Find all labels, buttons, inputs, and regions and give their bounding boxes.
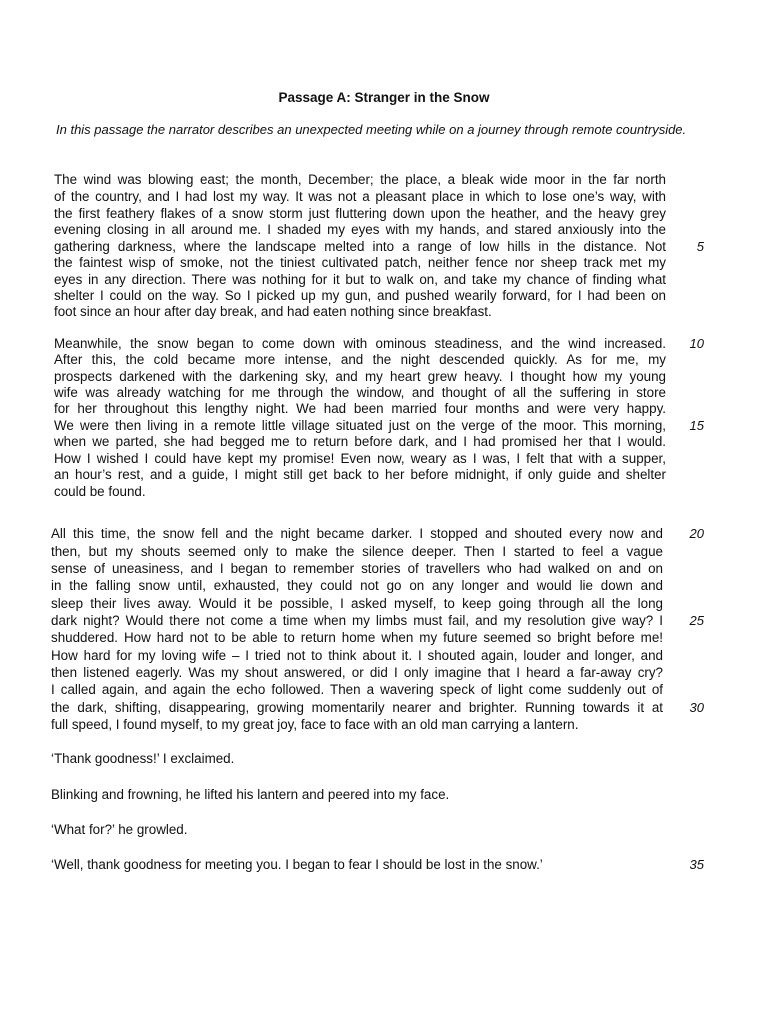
line-number: 30 [689, 700, 704, 715]
text-line: an hour’s rest, and a guide, I might still get back to her before midnight, if only guide and shelter [54, 467, 666, 482]
text-line: full speed, I found myself, to my great joy, face to face with an old man carrying a lantern. [51, 717, 579, 732]
text-line: shuddered. How hard not to be able to return home when my future seemed so bright before me! [51, 630, 663, 645]
text-line: sense of uneasiness, and I began to remember stories of travellers who had walked on and on [51, 561, 663, 576]
line-number: 25 [689, 613, 704, 628]
text-line: How hard for my loving wife – I tried not to think about it. I shouted again, louder and longer, and [51, 648, 663, 663]
dialogue-line: Blinking and frowning, he lifted his lantern and peered into my face. [51, 787, 450, 802]
text-line: Meanwhile, the snow began to come down with ominous steadiness, and the wind increased. [54, 336, 666, 351]
text-line: The wind was blowing east; the month, December; the place, a bleak wide moor in the far north [54, 172, 666, 187]
text-line: sleep their lives away. Would it be possible, I asked myself, to keep going through all the long [51, 596, 663, 611]
text-line: prospects darkened with the darkening sky, and my heart grew heavy. I thought how my young [54, 369, 666, 384]
dialogue-line: ‘What for?’ he growled. [51, 822, 188, 837]
dialogue-line: ‘Thank goodness!’ I exclaimed. [51, 751, 235, 766]
line-number: 35 [689, 857, 704, 872]
line-number: 15 [689, 418, 704, 433]
text-line: foot since an hour after day break, and had eaten nothing since breakfast. [54, 304, 492, 319]
text-line: All this time, the snow fell and the night became darker. I stopped and shouted every now and [51, 526, 663, 541]
text-line: in the falling snow until, exhausted, they could not go on any longer and would lie down and [51, 578, 663, 593]
text-line: dark night? Would there not come a time when my limbs must fail, and my resolution give way? I [51, 613, 663, 628]
text-line: I called again, and again the echo followed. Then a wavering speck of light come suddenly out of [51, 682, 663, 697]
text-line: when we parted, she had begged me to return before dark, and I had promised her that I would. [54, 434, 666, 449]
text-line: then listened eagerly. Was my shout answered, or did I only imagine that I heard a far-away cry? [51, 665, 663, 680]
text-line: How I wished I could have kept my promise! Even now, weary as I was, I felt that with a supper, [54, 451, 666, 466]
text-line: the dark, shifting, disappearing, growing momentarily nearer and brighter. Running towards it at [51, 700, 663, 715]
text-line: could be found. [54, 484, 146, 499]
line-number: 5 [696, 239, 704, 254]
text-line: gathering darkness, where the landscape melted into a range of low hills in the distance. Not [54, 239, 666, 254]
passage-title: Passage A: Stranger in the Snow [278, 90, 490, 105]
text-line: for her throughout this lengthy night. We had been married four months and were very happy. [54, 401, 666, 416]
text-line: shelter I could on the way. So I picked up my gun, and pushed wearily forward, for I had been on [54, 288, 666, 303]
line-number: 10 [689, 336, 704, 351]
passage-intro: In this passage the narrator describes an unexpected meeting while on a journey through remote countryside. [56, 122, 687, 137]
text-line: the faintest wisp of smoke, not the tiniest cultivated patch, neither fence nor sheep track met my [54, 255, 666, 270]
text-line: evening closing in all around me. I shaded my eyes with my hands, and stared anxiously into the [54, 222, 666, 237]
text-line: wife was already watching for me through the window, and thought of all the suffering in store [54, 385, 666, 400]
text-line: We were then living in a remote little village situated just on the verge of the moor. This morning, [54, 418, 666, 433]
text-line: After this, the cold became more intense, and the night descended quickly. As for me, my [54, 352, 666, 367]
text-line: of the country, and I had lost my way. It was not a pleasant place in which to lose one’s way, with [54, 189, 666, 204]
line-number: 20 [689, 526, 704, 541]
text-line: the first feathery flakes of a snow storm just fluttering down upon the heather, and the heavy grey [54, 206, 666, 221]
text-line: eyes in any direction. There was nothing for it but to walk on, and take my chance of finding what [54, 272, 666, 287]
dialogue-line: ‘Well, thank goodness for meeting you. I began to fear I should be lost in the snow.’ [51, 857, 543, 872]
text-line: then, but my shouts seemed only to make the silence deeper. Then I started to feel a vague [51, 544, 663, 559]
